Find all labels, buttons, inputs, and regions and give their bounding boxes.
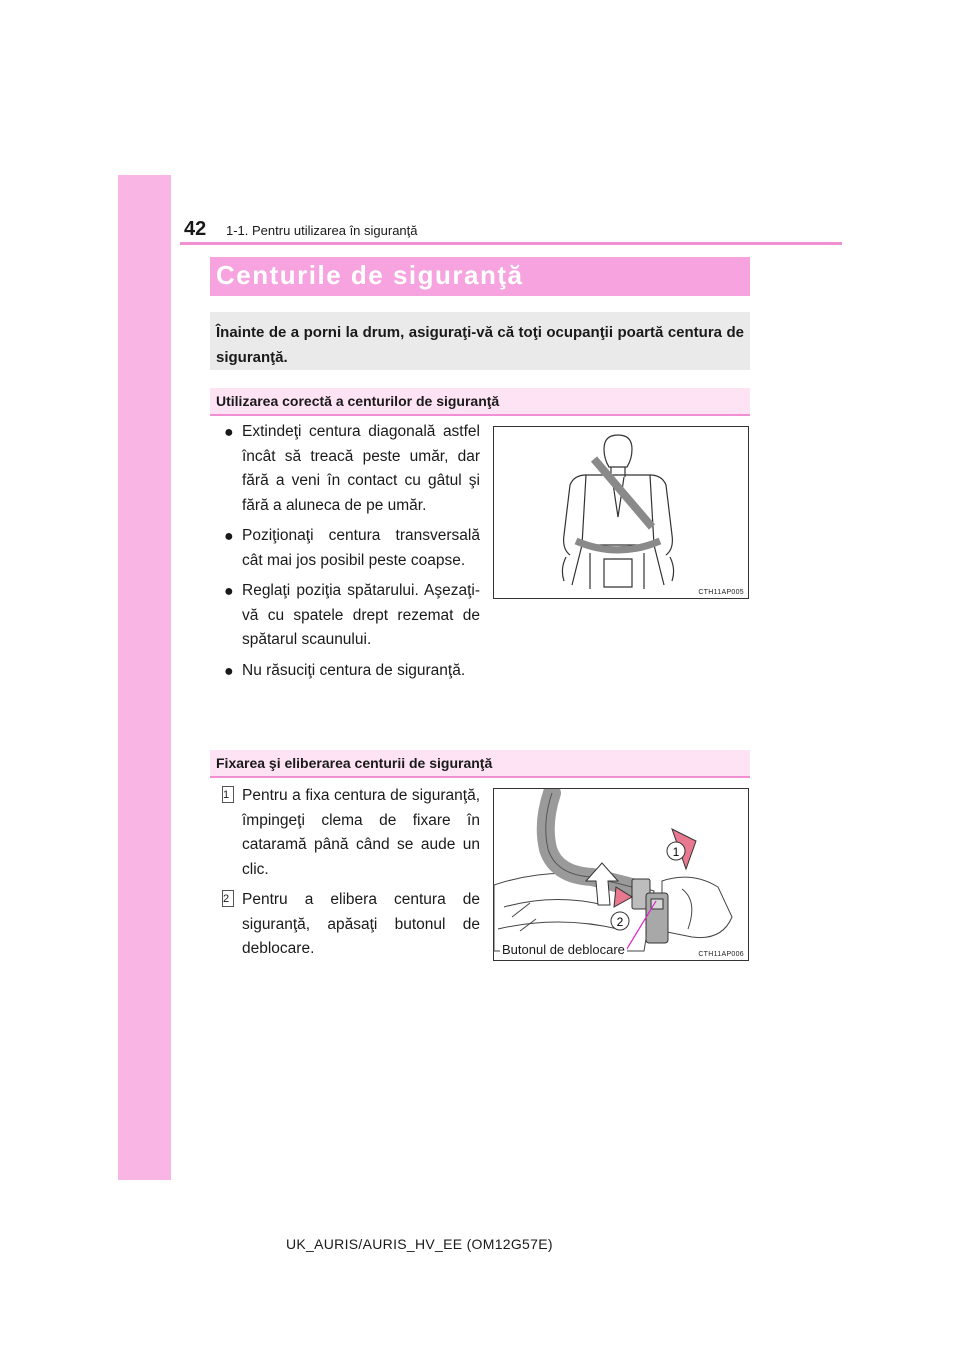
bullet-icon: ●: [224, 528, 234, 545]
title-bar: [210, 257, 750, 296]
figure-code: CTH11AP005: [698, 589, 744, 596]
list-item-text: Reglaţi poziţia spătarului. Aşezaţi-vă cu spatele drept rezemat de spătarul scaunului.: [242, 582, 480, 648]
bullet-list: [210, 420, 480, 689]
list-item-text: Extindeţi centura diagonală astfel încât să treacă peste umăr, dar fără a veni în contact cu gâtul şi fără a aluneca de pe umăr.: [242, 423, 480, 514]
section-heading-text: Fixarea şi eliberarea centurii de siguranţă: [216, 755, 493, 771]
figure-code: CTH11AP006: [698, 951, 744, 958]
list-item: [210, 420, 480, 518]
section-heading-correct-use: [210, 388, 750, 416]
header-rule: [180, 242, 842, 245]
list-item: [210, 888, 480, 962]
bullet-icon: ●: [224, 424, 234, 441]
seated-occupant-figure: [493, 426, 749, 599]
section-heading-fasten-release: [210, 750, 750, 778]
bullet-icon: ●: [224, 583, 234, 600]
occupant-illustration: [494, 427, 748, 598]
callout-2-label: 2: [616, 915, 624, 929]
section-heading-text: Utilizarea corectă a centurilor de siguranţă: [216, 393, 500, 409]
step-text: Pentru a elibera centura de siguranţă, apăsaţi butonul de deblocare.: [242, 891, 480, 957]
list-item: [210, 524, 480, 573]
list-item-text: Nu răsuciţi centura de siguranţă.: [242, 661, 466, 679]
callout-1-label: 1: [672, 845, 680, 859]
intro-text: Înainte de a porni la drum, asiguraţi-vă că toţi ocupanţii poartă centura de siguranţă.: [216, 324, 744, 366]
list-item: [210, 579, 480, 653]
intro-box: [210, 312, 750, 370]
step-text: Pentru a fixa centura de siguranţă, împingeţi clema de fixare în cataramă până când se aude un clic.: [242, 787, 480, 878]
figure-caption: Butonul de deblocare: [502, 942, 625, 957]
footer-model-code: UK_AURIS/AURIS_HV_EE (OM12G57E): [286, 1236, 553, 1252]
step-list: [210, 784, 480, 968]
buckle-figure: [493, 788, 749, 961]
list-item-text: Poziţionaţi centura transversală cât mai jos posibil peste coapse.: [242, 527, 480, 569]
bullet-icon: ●: [224, 662, 234, 680]
page-title: Centurile de siguranţă: [216, 260, 524, 290]
running-head: 1-1. Pentru utilizarea în siguranţă: [226, 223, 418, 238]
step-number: 2: [222, 890, 234, 907]
list-item: [210, 784, 480, 882]
step-number: 1: [222, 786, 234, 803]
page-number: 42: [184, 218, 207, 240]
buckle-illustration: [494, 789, 748, 960]
list-item: [210, 659, 480, 684]
side-tab: [118, 175, 171, 1180]
